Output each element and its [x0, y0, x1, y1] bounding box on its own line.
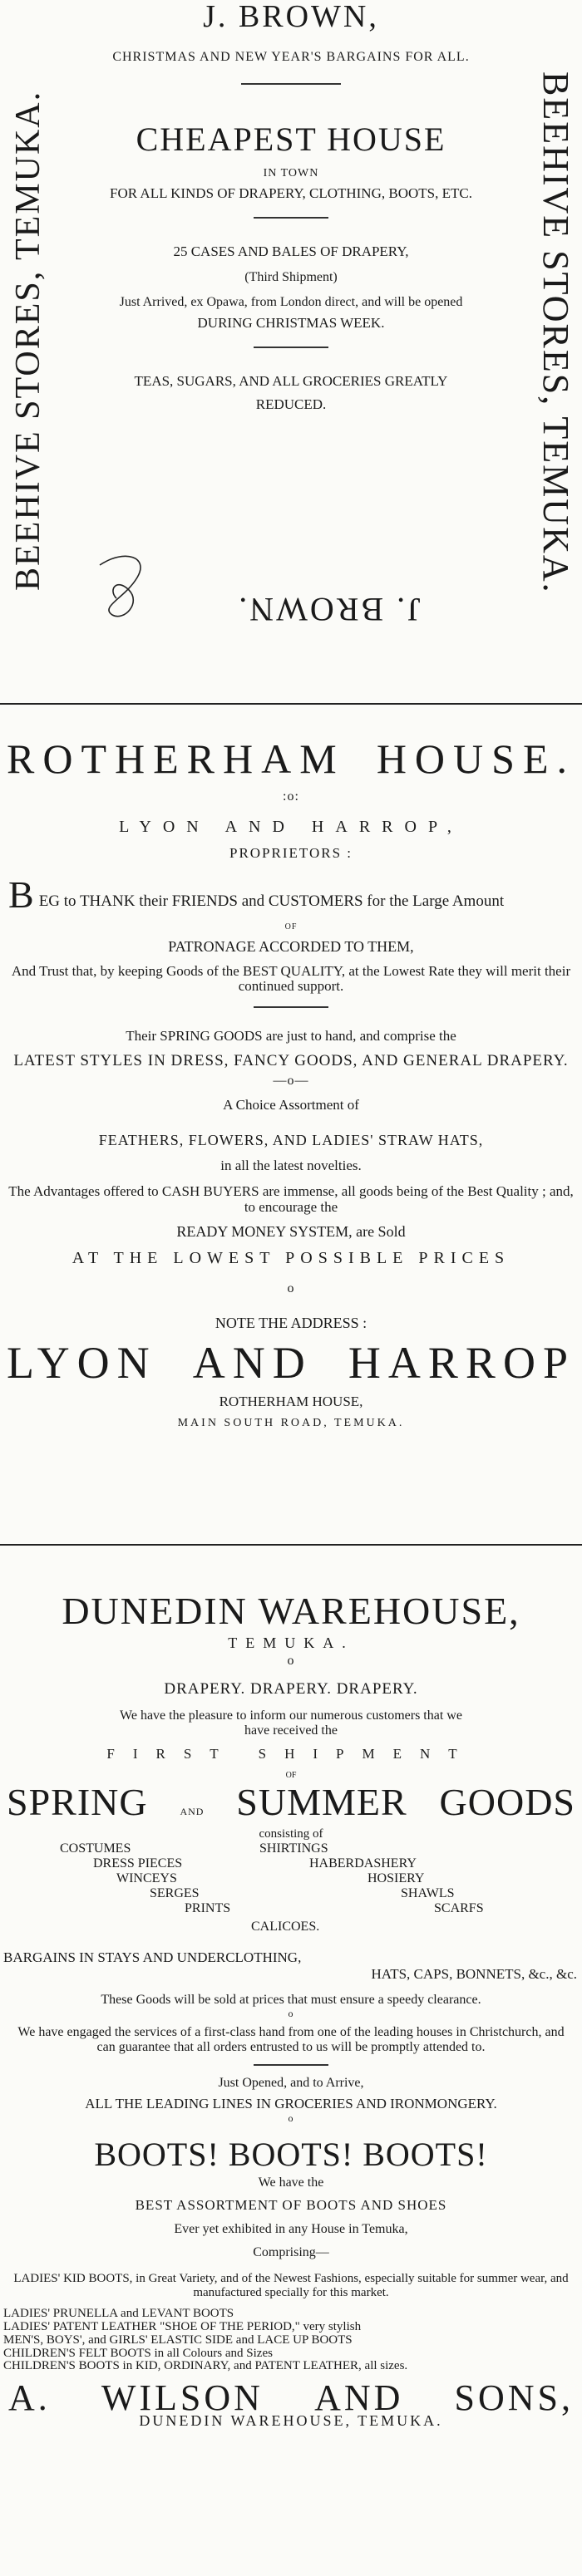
goods-item: SHAWLS — [401, 1886, 455, 1901]
firm-word: AND — [314, 2377, 404, 2419]
spring-summer-goods — [0, 1780, 582, 1824]
house-name: ROTHERHAM HOUSE, — [219, 1394, 363, 1410]
in-town: IN TOWN — [263, 167, 319, 179]
goods-item: WINCEYS — [116, 1871, 177, 1886]
beg-text: EG to THANK their FRIENDS and CUSTOMERS for the Large Amount — [38, 892, 505, 910]
we-have-line: We have the — [258, 2175, 324, 2190]
feathers-line: FEATHERS, FLOWERS, AND LADIES' STRAW HATS, — [98, 1132, 484, 1149]
choice-line: A Choice Assortment of — [223, 1097, 359, 1113]
firm-word: SONS, — [454, 2377, 574, 2419]
word-goods: GOODS — [439, 1781, 575, 1824]
bargains-line: BARGAINS IN STAYS AND UNDERCLOTHING, — [3, 1949, 302, 1966]
word-and: AND — [180, 1806, 205, 1818]
side-text-right: BEEHIVE STORES, TEMUKA. — [535, 71, 576, 594]
boot-lines — [0, 2308, 582, 2373]
hats-line: HATS, CAPS, BONNETS, &c., &c. — [371, 1966, 577, 1983]
firm-name: LYON AND HARROP, — [119, 818, 463, 836]
ad-title — [0, 735, 582, 783]
pleasure-line-1: We have the pleasure to inform our numerous customers that we — [120, 1708, 462, 1723]
proprietors: PROPRIETORS : — [229, 845, 353, 861]
town-line: TEMUKA. — [228, 1635, 354, 1651]
drop-cap: B — [8, 873, 34, 916]
goods-item: DRESS PIECES — [93, 1856, 183, 1871]
comprising-line: Comprising— — [253, 2245, 329, 2260]
patronage-line: PATRONAGE ACCORDED TO THEM, — [168, 937, 414, 955]
engaged-paragraph: We have engaged the services of a first-class hand from one of the leading houses in Christchurch, and can guarantee that all orders entrusted to us will be promptly attended to. — [17, 2025, 565, 2054]
arrived-line: Just Arrived, ex Opawa, from London direct, and will be opened — [119, 295, 463, 309]
goods-item: SCARFS — [434, 1901, 484, 1916]
note-address: NOTE THE ADDRESS : — [215, 1315, 367, 1332]
ad-j-brown — [0, 0, 582, 700]
goods-item: HOSIERY — [367, 1871, 425, 1886]
for-all-line: FOR ALL KINDS OF DRAPERY, CLOTHING, BOOTS, ETC. — [110, 185, 472, 201]
ornament: o — [287, 1654, 295, 1668]
title-word: HOUSE. — [376, 735, 575, 782]
xmas-line: CHRISTMAS AND NEW YEAR'S BARGAINS FOR ALL. — [112, 50, 470, 64]
firm-word: LYON — [7, 1338, 157, 1389]
word-summer: SUMMER — [236, 1781, 407, 1824]
lowest-prices-line: AT THE LOWEST POSSIBLE PRICES — [72, 1249, 510, 1268]
goods-item: CALICOES. — [251, 1920, 320, 1934]
firm-word: WILSON — [101, 2377, 264, 2419]
firm-name-large — [0, 1337, 582, 1389]
side-text-left: BEEHIVE STORES, TEMUKA. — [9, 90, 47, 592]
novelties-line: in all the latest novelties. — [220, 1158, 362, 1174]
ad-separator — [0, 703, 582, 705]
of-line: OF — [284, 922, 298, 932]
goods-item: COSTUMES — [60, 1841, 131, 1856]
ad-title: J. BROWN, — [203, 0, 379, 34]
ornament: :o: — [283, 789, 299, 804]
goods-item: SHIRTINGS — [259, 1841, 328, 1856]
ad-title: DUNEDIN WAREHOUSE, — [62, 1590, 520, 1632]
pleasure-line-2: have received the — [244, 1723, 338, 1738]
signature-flourish-icon — [91, 532, 158, 623]
list-item: MEN'S, BOYS', and GIRLS' ELASTIC SIDE and LACE UP BOOTS — [3, 2333, 353, 2347]
ready-money-line: READY MONEY SYSTEM, are Sold — [176, 1223, 406, 1241]
ornament: o — [288, 2008, 294, 2020]
headline: CHEAPEST HOUSE — [136, 120, 446, 158]
latest-styles: LATEST STYLES IN DRESS, FANCY GOODS, AND GENERAL DRAPERY. — [13, 1052, 569, 1070]
title-word: ROTHERHAM — [7, 735, 345, 782]
word-spring: SPRING — [7, 1781, 148, 1824]
consisting-line: consisting of — [259, 1827, 323, 1841]
of-line: OF — [285, 1771, 297, 1781]
divider — [254, 1006, 328, 1008]
goods-list — [0, 1841, 582, 1943]
goods-item: SERGES — [150, 1886, 200, 1901]
ad-separator — [0, 1544, 582, 1546]
ad-dunedin-warehouse — [0, 1547, 582, 2576]
ever-line: Ever yet exhibited in any House in Temuka, — [174, 2222, 408, 2237]
ad-rotherham-house — [0, 706, 582, 1541]
firm-word: HARROP — [348, 1338, 575, 1389]
list-item: LADIES' PATENT LEATHER "SHOE OF THE PERIOD," very stylish — [3, 2320, 362, 2334]
ornament: —o— — [273, 1074, 309, 1089]
boots-headline: BOOTS! BOOTS! BOOTS! — [94, 2136, 488, 2174]
firm-word: A. — [8, 2377, 51, 2419]
trust-paragraph: And Trust that, by keeping Goods of the BEST QUALITY, at the Lowest Rate they will merit their continued support. — [11, 962, 571, 995]
inverted-signature: J. BROWN. — [236, 591, 421, 628]
ornament: o — [287, 1281, 295, 1296]
divider — [254, 217, 328, 219]
divider — [254, 347, 328, 348]
firm-word: AND — [192, 1338, 313, 1389]
drapery-line: DRAPERY. DRAPERY. DRAPERY. — [164, 1680, 418, 1698]
goods-item: PRINTS — [185, 1901, 231, 1916]
divider — [254, 2064, 328, 2066]
advantages-paragraph: The Advantages offered to CASH BUYERS are immense, all goods being of the Best Quality ; and, to encourage the — [8, 1183, 574, 1215]
reduced-line: REDUCED. — [255, 396, 327, 412]
these-goods-line: These Goods will be sold at prices that must ensure a speedy clearance. — [101, 1993, 481, 2008]
spring-line: Their SPRING GOODS are just to hand, and comprise the — [126, 1028, 456, 1045]
during-line: DURING CHRISTMAS WEEK. — [197, 315, 385, 331]
best-assortment: BEST ASSORTMENT OF BOOTS AND SHOES — [135, 2197, 447, 2214]
divider — [241, 83, 341, 85]
beg-line — [0, 873, 582, 916]
address-line: MAIN SOUTH ROAD, TEMUKA. — [177, 1417, 405, 1430]
ornament: o — [288, 2112, 294, 2125]
list-item: CHILDREN'S BOOTS in KID, ORDINARY, and PATENT LEATHER, all sizes. — [3, 2359, 408, 2373]
list-item: LADIES' PRUNELLA and LEVANT BOOTS — [3, 2307, 234, 2321]
first-shipment: FIRST SHIPMENT — [106, 1746, 476, 1762]
teas-line: TEAS, SUGARS, AND ALL GROCERIES GREATLY — [134, 373, 448, 389]
just-opened-line: Just Opened, and to Arrive, — [218, 2076, 364, 2091]
third-shipment: (Third Shipment) — [244, 270, 338, 284]
firm-subline: DUNEDIN WAREHOUSE, TEMUKA. — [139, 2412, 443, 2430]
cases-line: 25 CASES AND BALES OF DRAPERY, — [173, 243, 409, 259]
list-item: CHILDREN'S FELT BOOTS in all Colours and Sizes — [3, 2346, 273, 2360]
leading-lines: ALL THE LEADING LINES IN GROCERIES AND IRONMONGERY. — [85, 2096, 497, 2112]
goods-item: HABERDASHERY — [309, 1856, 417, 1871]
ladies-kid-boots: LADIES' KID BOOTS, in Great Variety, and of the Newest Fashions, especially suitable for summer wear, and manufactured specially for this market. — [13, 2272, 569, 2299]
